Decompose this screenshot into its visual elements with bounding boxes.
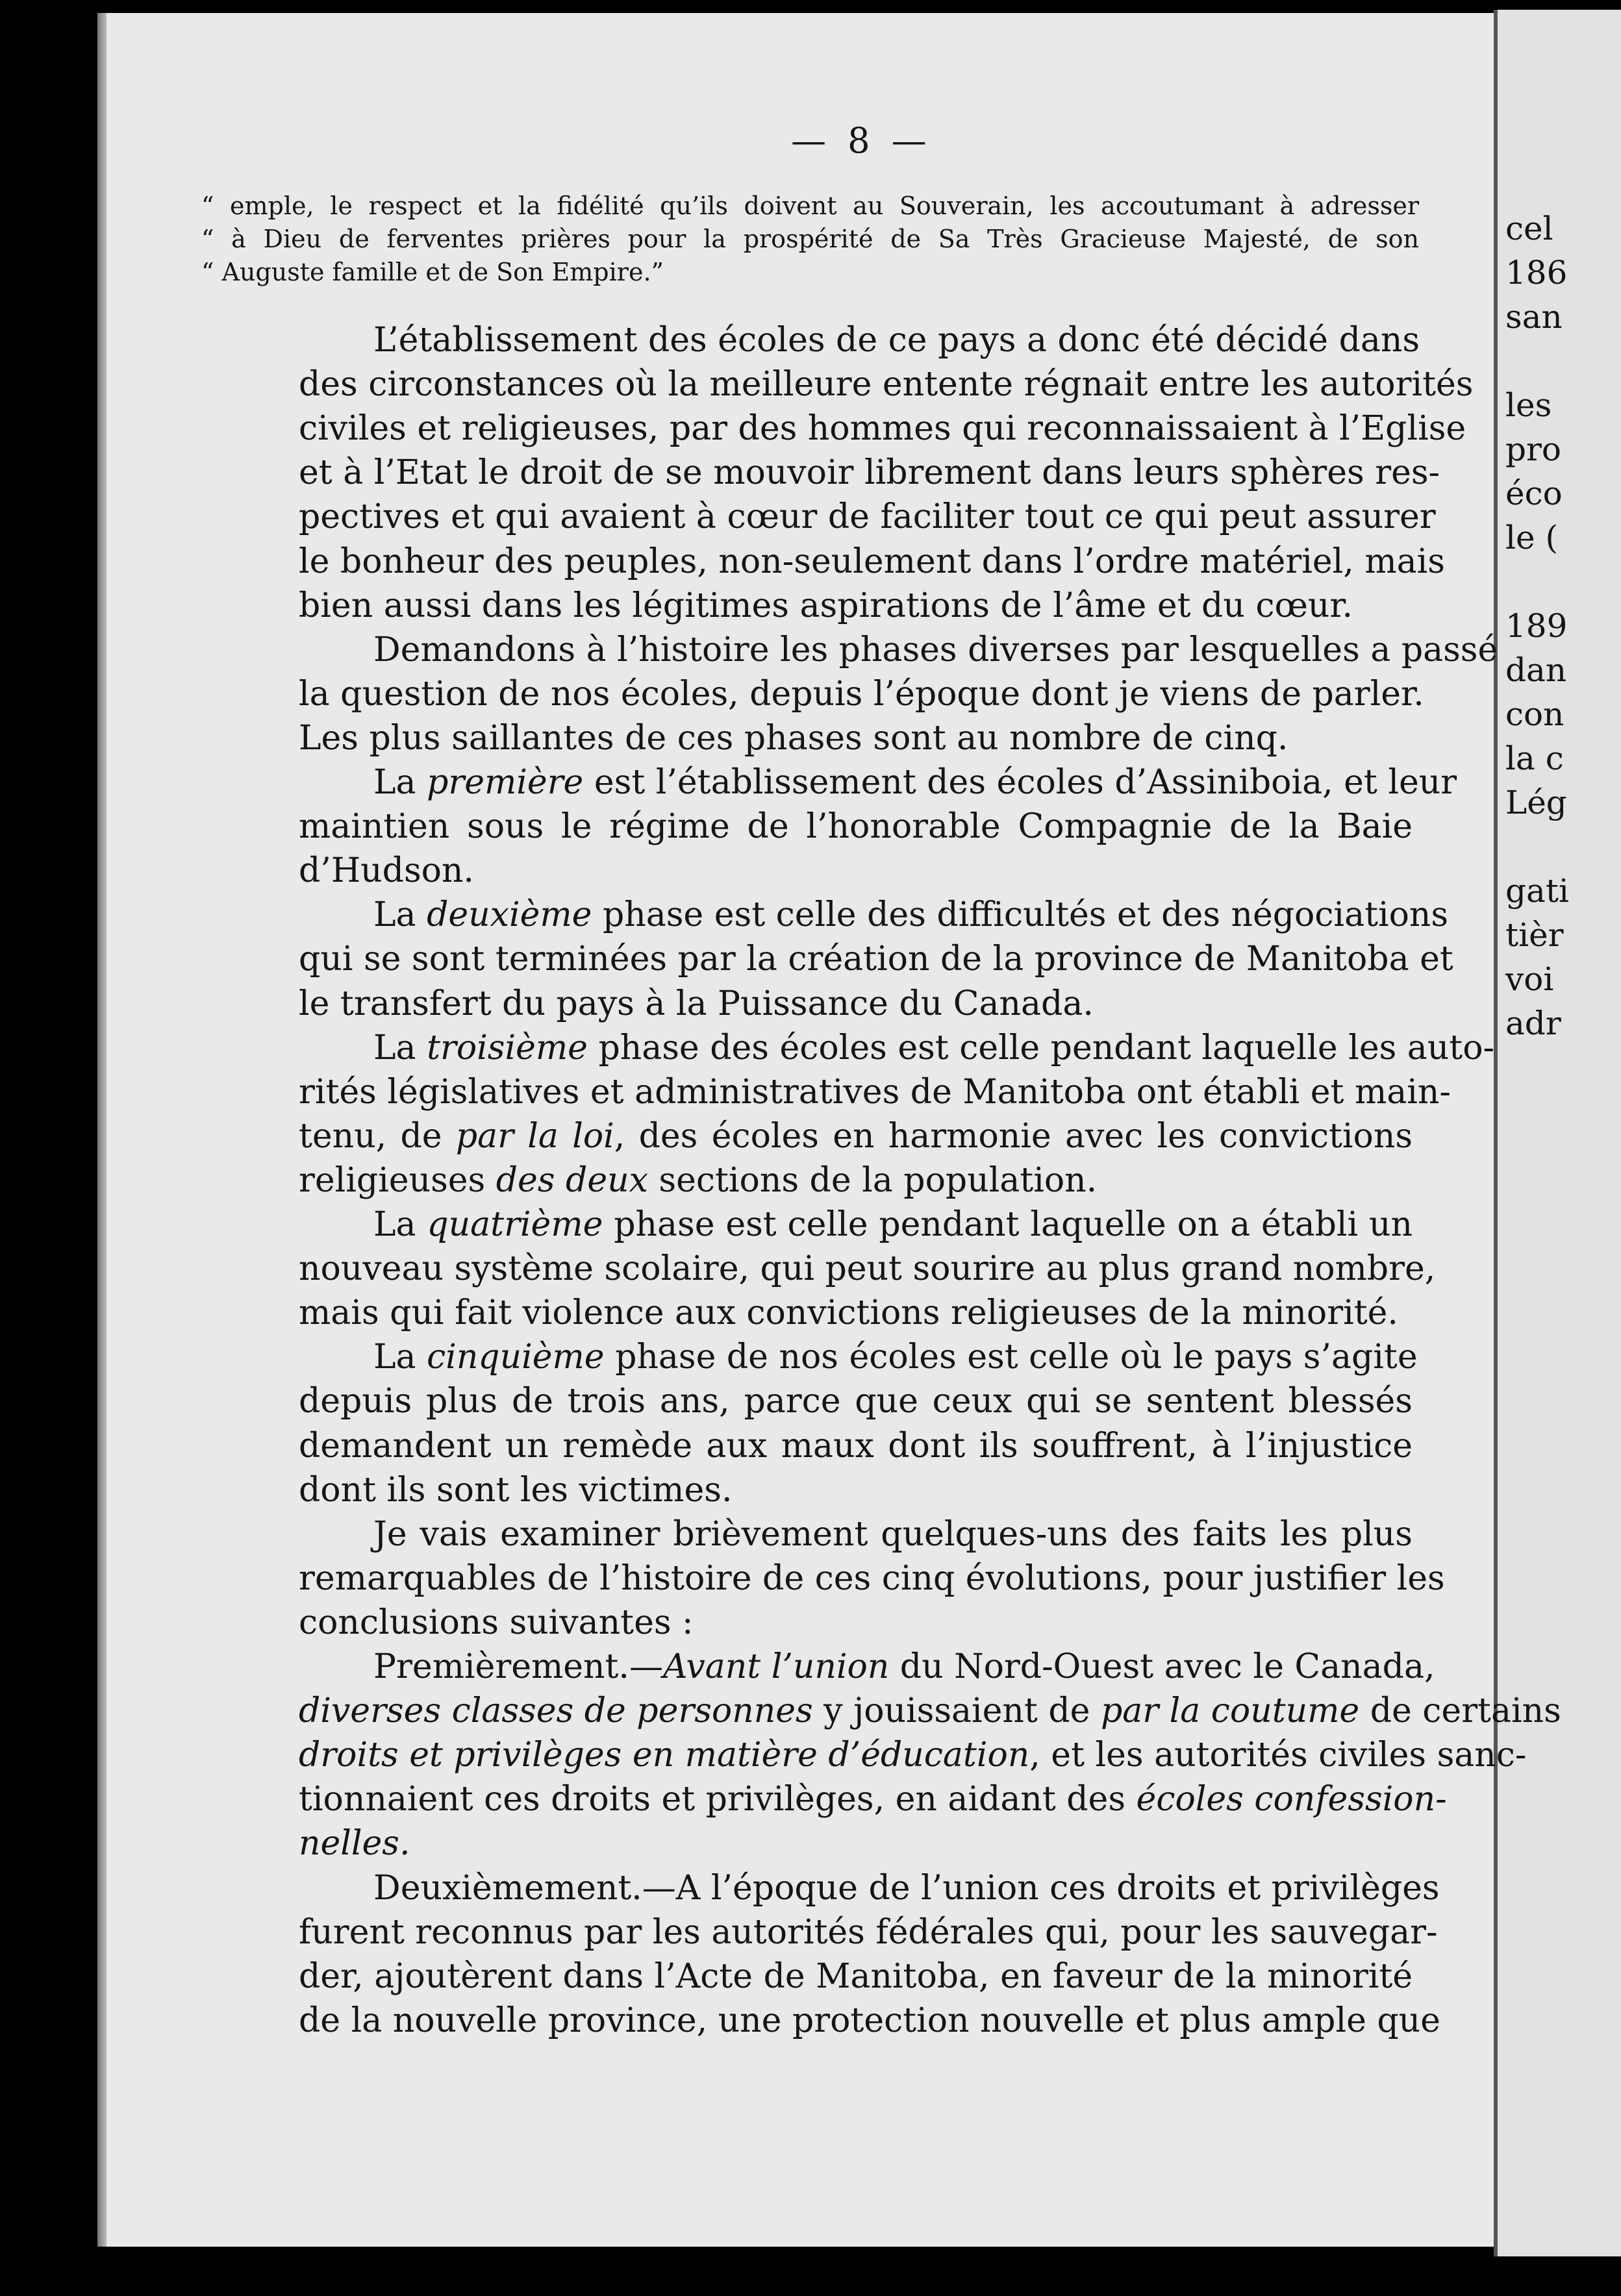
text-run: des circonstances où la meilleure entente régnait entre les autorités	[299, 365, 1474, 404]
text-line	[299, 1291, 1413, 1335]
text-line	[299, 1114, 1413, 1158]
text-line	[299, 1424, 1413, 1468]
text-run: y jouissaient de	[812, 1691, 1101, 1730]
facing-page-edge	[1494, 10, 1621, 2256]
text-run: et à l’Etat le droit de se mouvoir librement dans leurs sphères res-	[299, 453, 1440, 492]
facing-page-fragment: dan	[1505, 651, 1567, 689]
facing-page-fragment: cel	[1505, 210, 1553, 247]
text-run: remarquables de l’histoire de ces cinq évolutions, pour justifier les	[299, 1559, 1445, 1598]
text-line	[373, 1026, 1495, 1070]
text-line	[373, 1645, 1435, 1689]
text-line	[299, 362, 1474, 406]
text-run: de certains	[1359, 1691, 1561, 1730]
text-line	[373, 318, 1420, 362]
text-run: , et les autorités civiles sanc-	[1029, 1736, 1527, 1775]
text-run: religieuses	[299, 1161, 496, 1200]
text-run: d’Hudson.	[299, 851, 474, 890]
text-run: du Nord-Ouest avec le Canada,	[889, 1647, 1435, 1686]
text-run: civiles et religieuses, par des hommes qui reconnaissaient à l’Eglise	[299, 409, 1466, 448]
text-run: tionnaient ces droits et privilèges, en aidant des	[299, 1780, 1137, 1819]
facing-page-fragment: adr	[1505, 1004, 1561, 1042]
italic-text: quatrième	[427, 1205, 603, 1244]
text-run: le transfert du pays à la Puissance du Canada.	[299, 984, 1094, 1023]
facing-page-fragment: voi	[1505, 960, 1554, 998]
text-line	[299, 937, 1453, 981]
text-run: mais qui fait violence aux convictions religieuses de la minorité.	[299, 1293, 1398, 1332]
text-line	[299, 1821, 1413, 1866]
text-run: de la nouvelle province, une protection nouvelle et plus ample que	[299, 2001, 1440, 2040]
text-line	[373, 1203, 1413, 1247]
italic-text: droits et privilèges en matière d’éducation	[299, 1736, 1030, 1775]
facing-page-fragment: le (	[1505, 519, 1558, 556]
text-line	[373, 1335, 1418, 1379]
facing-page-fragment: con	[1505, 695, 1564, 733]
text-run: la question de nos écoles, depuis l’époque dont je viens de parler.	[299, 675, 1424, 714]
quote-line: “ Auguste famille et de Son Empire.”	[201, 258, 664, 286]
text-line	[299, 982, 1413, 1026]
text-run: Deuxièmement.—A l’époque de l’union ces droits et privilèges	[373, 1869, 1440, 1908]
text-run: rités législatives et administratives de Manitoba ont établi et main-	[299, 1073, 1451, 1112]
text-run: La	[373, 1338, 427, 1377]
facing-page-fragment: éco	[1505, 475, 1563, 512]
italic-text: cinquième	[427, 1338, 605, 1377]
text-line	[299, 1999, 1440, 2043]
text-line	[299, 495, 1436, 539]
text-line	[299, 584, 1413, 628]
text-line	[299, 540, 1445, 584]
facing-page-fragment: Lég	[1505, 784, 1567, 821]
text-line	[299, 849, 1413, 893]
text-line	[299, 805, 1413, 849]
quote-line: “ à Dieu de ferventes prières pour la prospérité de Sa Très Gracieuse Majesté, de son	[201, 225, 1419, 253]
facing-page-fragment: tièr	[1505, 916, 1564, 954]
text-run: maintien sous le régime de l’honorable Compagnie de la Baie	[299, 807, 1413, 846]
text-run: conclusions suivantes :	[299, 1603, 694, 1642]
text-run: depuis plus de trois ans, parce que ceux qui se sentent blessés	[299, 1382, 1413, 1421]
italic-text: des deux	[496, 1161, 648, 1200]
text-line	[299, 1158, 1413, 1203]
text-run: dont ils sont les victimes.	[299, 1471, 733, 1510]
facing-page-fragment: la c	[1505, 740, 1564, 777]
text-run: La	[373, 1029, 427, 1067]
text-run: qui se sont terminées par la création de la province de Manitoba et	[299, 940, 1453, 979]
text-line	[299, 1777, 1447, 1821]
text-line	[373, 628, 1498, 672]
italic-text: Avant l’union	[662, 1647, 890, 1686]
italic-text: écoles confession-	[1136, 1780, 1447, 1819]
text-run: pectives et qui avaient à cœur de faciliter tout ce qui peut assurer	[299, 497, 1436, 536]
text-run: sections de la population.	[647, 1161, 1098, 1200]
italic-text: par la coutume	[1100, 1691, 1360, 1730]
text-line	[373, 1866, 1440, 1910]
text-run: tenu, de	[299, 1117, 456, 1156]
text-line	[299, 1601, 1413, 1645]
text-line	[299, 1468, 1413, 1512]
quote-line: “ emple, le respect et la fidélité qu’ils doivent au Souverain, les accoutumant à adresser	[201, 192, 1419, 220]
italic-text: diverses classes de personnes	[299, 1691, 813, 1730]
text-line	[299, 672, 1424, 716]
italic-text: par la loi	[455, 1117, 614, 1156]
text-run: bien aussi dans les légitimes aspirations de l’âme et du cœur.	[299, 586, 1353, 625]
text-run: est l’établissement des écoles d’Assiniboia, et leur	[583, 763, 1457, 802]
text-run: Demandons à l’histoire les phases diverses par lesquelles a passé	[373, 630, 1498, 669]
facing-page-fragment: pro	[1505, 430, 1562, 468]
text-run: phase est celle pendant laquelle on a établi un	[603, 1205, 1413, 1244]
facing-page-fragment: san	[1505, 298, 1563, 336]
text-run: Premièrement.—	[373, 1647, 663, 1686]
text-line	[299, 451, 1440, 495]
text-line	[299, 1733, 1527, 1777]
text-run: La	[373, 763, 427, 802]
facing-page-fragment: 189	[1505, 607, 1568, 645]
italic-text: troisième	[427, 1029, 588, 1067]
text-line	[299, 1379, 1413, 1423]
text-line	[299, 1910, 1438, 1954]
text-run: La	[373, 895, 427, 934]
text-run: phase de nos écoles est celle où le pays s’agite	[604, 1338, 1418, 1377]
text-run: demandent un remède aux maux dont ils souffrent, à l’injustice	[299, 1427, 1413, 1466]
text-run: der, ajoutèrent dans l’Acte de Manitoba, en faveur de la minorité	[299, 1957, 1413, 1996]
text-run: , des écoles en harmonie avec les convictions	[614, 1117, 1413, 1156]
text-run: Je vais examiner brièvement quelques-uns des faits les plus	[373, 1515, 1413, 1554]
italic-text: deuxième	[427, 895, 592, 934]
text-line	[299, 406, 1466, 451]
text-run: phase est celle des difficultés et des négociations	[592, 895, 1449, 934]
text-run: phase des écoles est celle pendant laquelle les auto-	[587, 1029, 1495, 1067]
text-run: le bonheur des peuples, non-seulement dans l’ordre matériel, mais	[299, 542, 1445, 581]
text-run: furent reconnus par les autorités fédérales qui, pour les sauvegar-	[299, 1913, 1438, 1952]
text-line	[299, 1556, 1445, 1601]
text-line	[299, 716, 1413, 760]
text-line	[299, 1070, 1451, 1114]
text-line	[373, 760, 1457, 805]
text-line	[299, 1689, 1561, 1733]
text-line	[373, 1512, 1413, 1556]
text-line	[299, 1954, 1413, 1999]
text-run: La	[373, 1205, 427, 1244]
text-line	[373, 893, 1449, 937]
text-run: Les plus saillantes de ces phases sont au nombre de cinq.	[299, 719, 1288, 758]
italic-text: première	[427, 763, 584, 802]
facing-page-fragment: les	[1505, 386, 1552, 424]
facing-page-fragment: gati	[1505, 872, 1569, 910]
text-run: nouveau système scolaire, qui peut sourire au plus grand nombre,	[299, 1249, 1436, 1288]
text-run: L’établissement des écoles de ce pays a donc été décidé dans	[373, 321, 1420, 360]
italic-text: nelles.	[299, 1824, 410, 1863]
facing-page-fragment: 186	[1505, 254, 1568, 292]
page-number: — 8 —	[791, 120, 932, 161]
text-line	[299, 1247, 1436, 1291]
